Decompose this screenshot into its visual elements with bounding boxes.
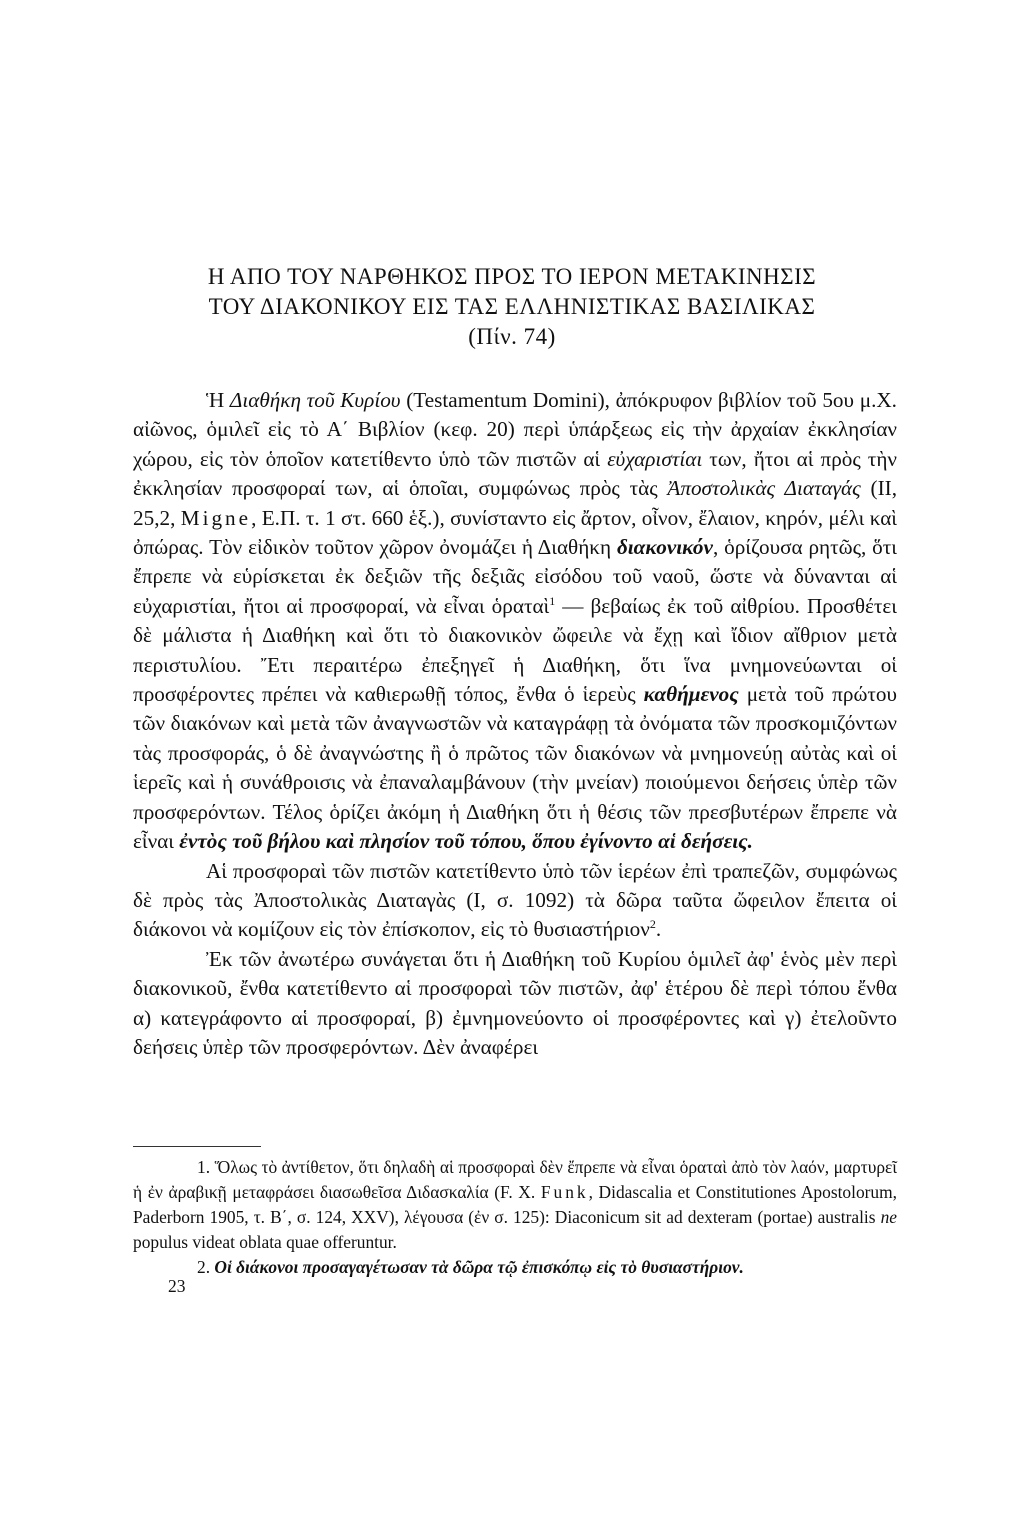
footnotes — [133, 1155, 897, 1280]
italic-word: ne — [880, 1207, 897, 1227]
bold-italic-quote: Οἱ διάκονοι προσαγαγέτωσαν τὰ δῶρα τῷ ἐπισκόπῳ εἰς τὸ θυσιαστήριον. — [214, 1257, 744, 1277]
spaced-author: Migne — [180, 505, 252, 530]
italic-title: Διαθήκη τοῦ Κυρίου — [229, 388, 401, 412]
footnote-ref-2: 2 — [649, 917, 656, 932]
heading-line-2: ΤΟΥ ΔΙΑΚΟΝΙΚΟΥ ΕΙΣ ΤΑΣ ΕΛΛΗΝΙΣΤΙΚΑΣ ΒΑΣΙΛΙΚΑΣ — [208, 294, 816, 319]
heading-plate-reference: (Πίν. 74) — [468, 324, 556, 349]
footnote-divider — [133, 1146, 261, 1147]
bold-italic-term: καθήμενος — [643, 682, 739, 707]
body-text — [133, 386, 897, 1062]
paragraph-3: Ἐκ τῶν ἀνωτέρω συνάγεται ὅτι ἡ Διαθήκη τοῦ Κυρίου ὁμιλεῖ ἀφ' ἑνὸς μὲν περὶ διακονικοῦ, ἔνθα κατετίθεντο αἱ προσφοραὶ τῶν πιστῶν, ἀφ' ἑτέρου δὲ περὶ τόπου ἔνθα α) κατεγράφοντο αἱ προσφοραί, β) ἐμνημονεύοντο οἱ προσφέροντες καὶ γ) ἐτελοῦντο δεήσεις ὑπὲρ τῶν προσφερόντων. Δὲν ἀναφέρει — [133, 946, 897, 1059]
italic-title: Ἀποστολικὰς Διαταγάς — [667, 476, 861, 501]
italic-term: εὐχαριστίαι — [607, 446, 703, 471]
paragraph-1: Ἡ Διαθήκη τοῦ Κυρίου (Testamentum Domini), ἀπόκρυφον βιβλίον τοῦ 5ου μ.Χ. αἰῶνος, ὁμιλεῖ εἰς τὸ Α΄ Βιβλίον (κεφ. 20) περὶ ὑπάρξεως εἰς τὴν ἀρχαίαν ἐκκλησίαν χώρου, εἰς τὸν ὁποῖον κατετίθεντο ὑπὸ τῶν πιστῶν αἱ εὐχαριστίαι των, ἤτοι αἱ πρὸς τὴν ἐκκλησίαν προσφοραί των, αἱ ὁποῖαι, συμφώνως πρὸς τὰς Ἀποστολικὰς Διαταγάς (II, 25,2, Migne, Ε.Π. τ. 1 στ. 660 ἑξ.), συνίσταντο εἰς ἄρτον, οἶνον, ἔλαιον, κηρόν, μέλι καὶ ὀπώρας. Τὸν εἰδικὸν τοῦτον χῶρον ὀνομάζει ἡ Διαθήκη διακονικόν, ὁρίζουσα ρητῶς, ὅτι ἔπρεπε νὰ εὑρίσκεται ἐκ δεξιῶν τῆς δεξιᾶς εἰσόδου τοῦ ναοῦ, ὥστε νὰ δύνανται αἱ εὐχαριστίαι, ἤτοι αἱ προσφοραί, νὰ εἶναι ὁραταὶ$^1$ — βεβαίως ἐκ τοῦ αἰθρίου. Προσθέτει δὲ μάλιστα ἡ Διαθήκη καὶ ὅτι τὸ διακονικὸν ὤφειλε νὰ ἔχῃ καὶ ἴδιον αἴθριον μετὰ περιστυλίου. Ἔτι περαιτέρω ἐπεξηγεῖ ἡ Διαθήκη, ὅτι ἵνα μνημονεύωνται οἱ προσφέροντες πρέπει νὰ καθιερωθῇ τόπος, ἔνθα ὁ ἱερεὺς καθήμενος μετὰ τοῦ πρώτου τῶν διακόνων καὶ μετὰ τῶν ἀναγνωστῶν νὰ καταγράφῃ τὰ ὀνόματα τῶν προσκομιζόντων τὰς προσφοράς, ὁ δὲ ἀναγνώστης ἢ ὁ πρῶτος τῶν διακόνων νὰ μνημονεύῃ αὐτὰς καὶ οἱ ἱερεῖς καὶ ἡ συνάθροισις νὰ ἐπαναλαμβάνουν (τὴν μνείαν) ποιούμενοι δεήσεις ὑπὲρ τῶν προσφερόντων. Τέλος ὁρίζει ἀκόμη ἡ Διαθήκη ὅτι ἡ θέσις τῶν πρεσβυτέρων ἔπρεπε νὰ εἶναι ἐντὸς τοῦ βήλου καὶ πλησίον τοῦ τόπου, ὅπου ἐγίνοντο αἱ δεήσεις. — [133, 388, 897, 854]
footnote-ref-1: 1 — [549, 593, 556, 608]
heading-line-1: Η ΑΠΟ ΤΟΥ ΝΑΡΘΗΚΟΣ ΠΡΟΣ ΤΟ ΙΕΡΟΝ ΜΕΤΑΚΙΝΗΣΙΣ — [207, 264, 817, 289]
page-number: 23 — [168, 1276, 186, 1296]
footnote-2: 2. Οἱ διάκονοι προσαγαγέτωσαν τὰ δῶρα τῷ ἐπισκόπῳ εἰς τὸ θυσιαστήριον. — [197, 1257, 744, 1277]
bold-italic-phrase: ἐντὸς τοῦ βήλου καὶ πλησίον τοῦ τόπου, ὅπου ἐγίνοντο αἱ δεήσεις. — [179, 829, 753, 854]
bold-italic-term: διακονικόν — [616, 535, 713, 560]
paragraph-2: Αἱ προσφοραὶ τῶν πιστῶν κατετίθεντο ὑπὸ τῶν ἱερέων ἐπὶ τραπεζῶν, συμφώνως δὲ πρὸς τὰς Ἀποστολικὰς Διαταγὰς (I, σ. 1092) τὰ δῶρα ταῦτα ὤφειλον ἔπειτα οἱ διάκονοι νὰ κομίζουν εἰς τὸν ἐπίσκοπον, εἰς τὸ θυσιαστήριον$^2$. — [133, 858, 897, 942]
footnote-1: 1. Ὅλως τὸ ἀντίθετον, ὅτι δηλαδὴ αἱ προσφοραὶ δὲν ἔπρεπε νὰ εἶναι ὁραταὶ ἀπὸ τὸν λαόν, μαρτυρεῖ ἡ ἐν ἀραβικῇ μεταφράσει διασωθεῖσα Διδασκαλία (F. X. Funk, Didascalia et Constitutiones Apostolorum, Paderborn 1905, τ. Β΄, σ. 124, XXV), λέγουσα (ἐν σ. 125): Diaconicum sit ad dexteram (portae) australis ne populus videat oblata quae offeruntur. — [133, 1157, 897, 1252]
spaced-author: Funk — [540, 1182, 589, 1202]
section-heading — [130, 262, 894, 352]
